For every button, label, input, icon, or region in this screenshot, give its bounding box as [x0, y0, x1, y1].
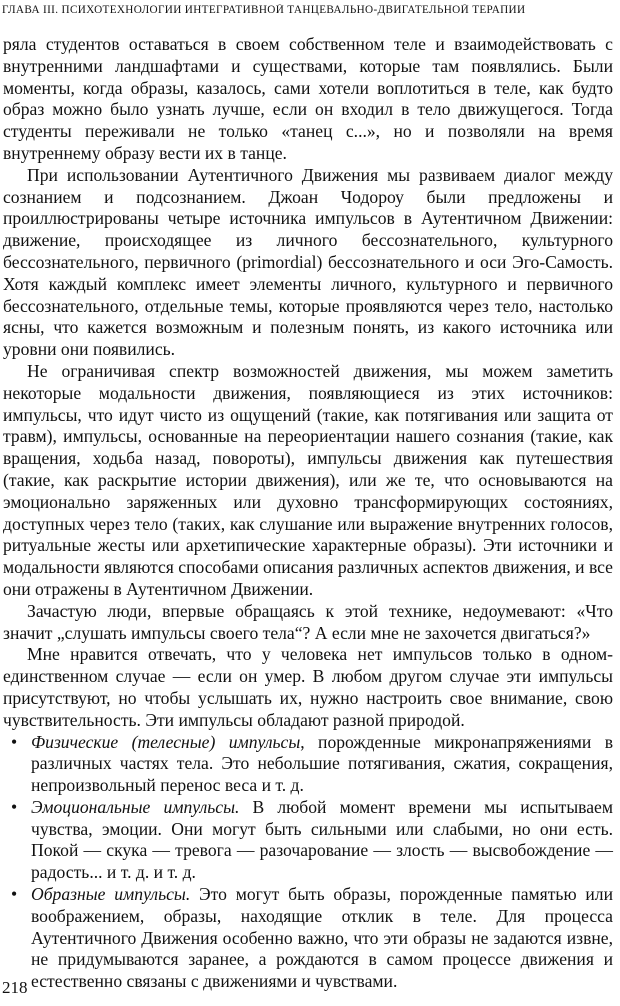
paragraph-4: Зачастую люди, впервые обращаясь к этой технике, недоумевают: «Что значит „слушать импульсы своего тела“? А если мне не захочется двигаться?» [3, 600, 613, 643]
bullet-marker: • [11, 884, 18, 905]
paragraph-2: При использовании Аутентичного Движения мы развиваем диалог между сознанием и подсознанием. Джоан Чодороу были предложены и проиллюстрированы четыре источника импульсов в Аутентичном Движении: движение, происходящее из личного бессознательного, культурного бессознательного, первичного (primordial) бессознательного и оси Эго-Самость. Хотя каждый комплекс имеет элементы личного, культурного и первичного бессознательного, отдельные темы, которые проявляются через тело, настолько ясны, что кажется возможным и полезным понять, из какого источника или уровни они появились. [3, 164, 613, 360]
list-item-term: Образные импульсы. [31, 884, 191, 905]
list-item-term: Эмоциональные импульсы. [31, 796, 240, 817]
page-number: 218 [2, 978, 28, 997]
running-header: ГЛАВА III. ПСИХОТЕХНОЛОГИИ ИНТЕГРАТИВНОЙ ТАНЦЕВАЛЬНО-ДВИГАТЕЛЬНОЙ ТЕРАПИИ [2, 4, 526, 16]
impulse-types-list [3, 732, 613, 994]
page-body [3, 34, 613, 993]
bullet-marker: • [11, 731, 18, 752]
paragraph-1: ряла студентов оставаться в своем собственном теле и взаимодействовать с внутренними ландшафтами и существами, которые там появлялись. Были моменты, когда образы, казалось, сами хотели воплотиться в теле, как будто образ можно было узнать лучше, если он входил в тело движущегося. Тогда студенты переживали не только «танец с...», но и позволяли на время внутреннему образу вести их в танце. [3, 34, 613, 163]
bullet-marker: • [11, 796, 18, 817]
list-item-emotional-impulses [3, 797, 613, 884]
list-item-text: , порожденные микронапряжениями в различных частях тела. Это небольшие потягивания, сжатия, сокращения, непроизвольный перенос веса и т. д. [31, 731, 614, 796]
list-item-physical-impulses [3, 732, 613, 797]
paragraph-5: Мне нравится отвечать, что у человека нет импульсов только в одном-единственном случае — если он умер. В любом другом случае эти импульсы присутствуют, но чтобы услышать их, нужно настроить свое внимание, свою чувствительность. Эти импульсы обладают разной природой. [3, 644, 613, 730]
list-item-text: В любой момент времени мы испытываем чувства, эмоции. Они могут быть сильными или слабыми, но они есть. Покой — скука — тревога — разочарование — злость — высвобождение — радость... и т. д. и т. д. [31, 796, 613, 883]
list-item-image-impulses [3, 884, 613, 993]
paragraph-3: Не ограничивая спектр возможностей движения, мы можем заметить некоторые модальности движения, появляющиеся из этих источников: импульсы, что идут чисто из ощущений (такие, как потягивания или защита от травм), импульсы, основанные на переориентации нашего сознания (такие, как вращения, ходьба назад, повороты), импульсы движения как путешествия (такие, как раскрытие истории движения), или же те, что основываются на эмоционально заряженных или духовно трансформирующих состояниях, доступных через тело (таких, как слушание или выражение внутренних голосов, ритуальные жесты или архетипические характерные образы). Эти источники и модальности являются способами описания различных аспектов движения, и все они отражены в Аутентичном Движении. [3, 360, 613, 599]
list-item-term: Физические (телесные) импульсы [31, 731, 301, 752]
list-item-text: Это могут быть образы, порожденные памятью или воображением, образы, находящие отклик в теле. Для процесса Аутентичного Движения особенно важно, что эти образы не задаются извне, не придумываются заранее, а рождаются в самом процессе движения и естественно связаны с движениями и чувствами. [31, 884, 613, 992]
